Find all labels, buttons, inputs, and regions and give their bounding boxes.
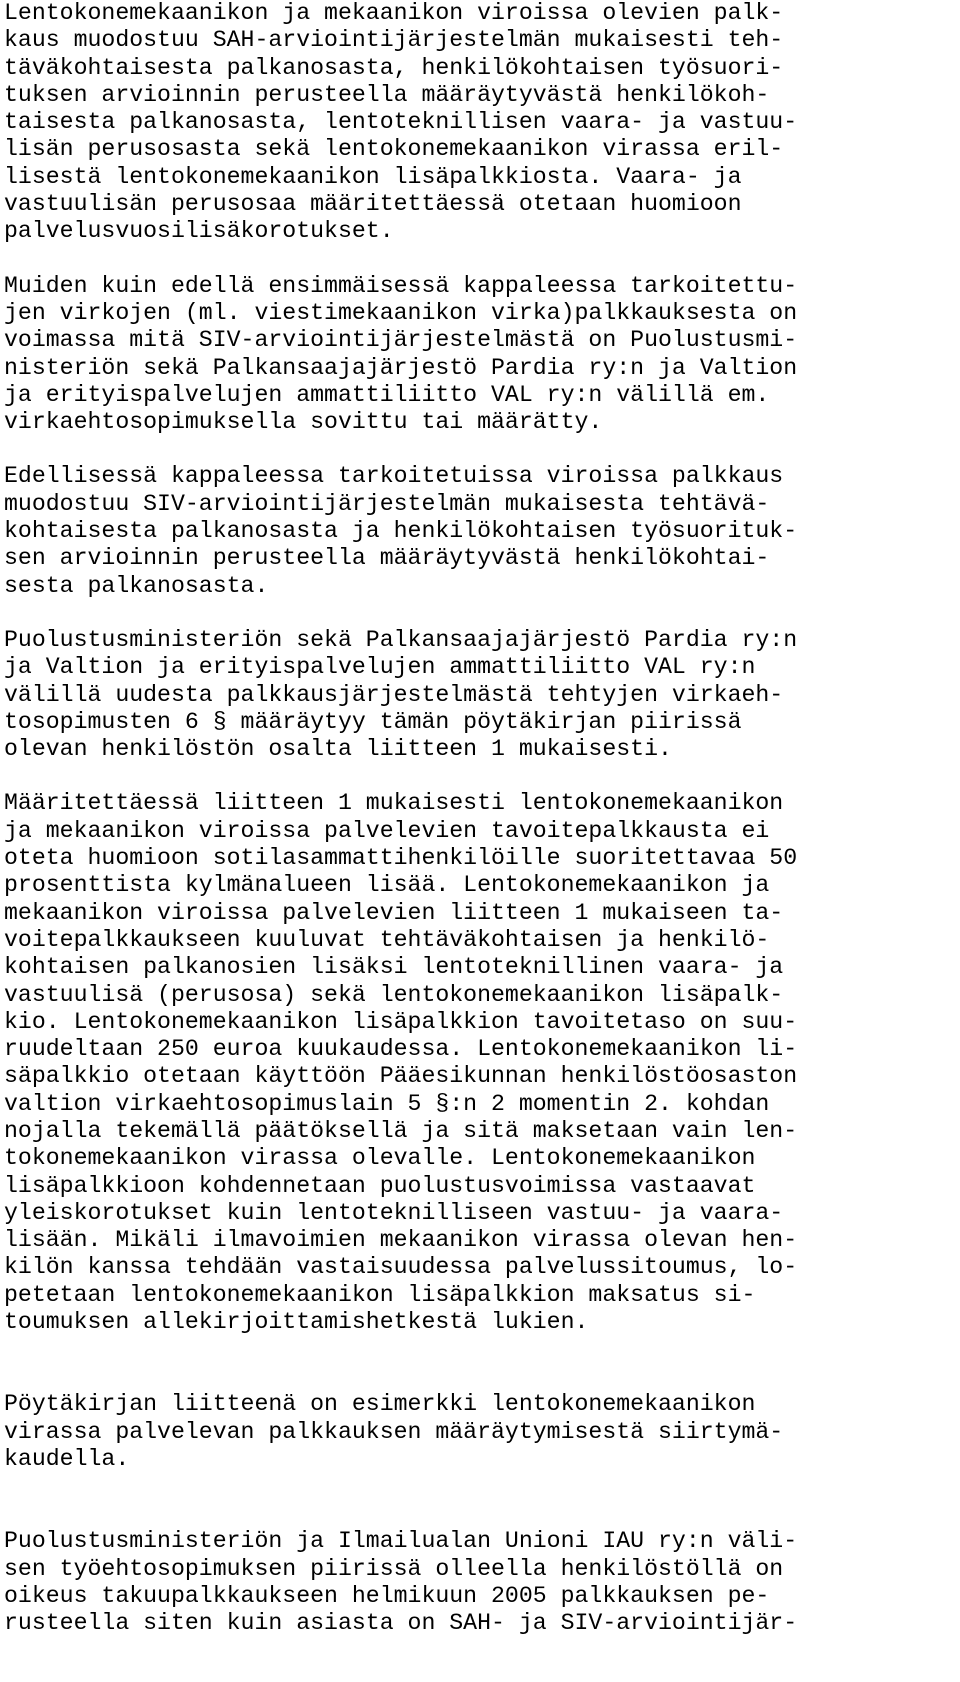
- paragraph-spacer: [4, 600, 954, 627]
- text-line: nisteriön sekä Palkansaajajärjestö Pardia ry:n ja Valtion: [4, 354, 798, 381]
- text-line: yleiskorotukset kuin lentoteknilliseen vastuu- ja vaara-: [4, 1199, 784, 1226]
- text-line: sen työehtosopimuksen piirissä olleella henkilöstöllä on: [4, 1555, 784, 1582]
- text-line: Muiden kuin edellä ensimmäisessä kappaleessa tarkoitettu-: [4, 272, 798, 299]
- text-line: kohtaisesta palkanosasta ja henkilökohtaisen työsuorituk-: [4, 518, 798, 545]
- text-line: ruudeltaan 250 euroa kuukaudessa. Lentokonemekaanikon li-: [4, 1036, 798, 1063]
- paragraph-spacer: [4, 763, 954, 790]
- text-line: virkaehtosopimuksella sovittu tai määrätty.: [4, 409, 603, 436]
- paragraph-mechanic-bonus: [4, 790, 954, 1336]
- paragraph-salary-composition: [4, 0, 954, 246]
- text-line: jen virkojen (ml. viestimekaanikon virka)palkkauksesta on: [4, 299, 798, 326]
- text-line: vastuulisän perusosaa määritettäessä otetaan huomioon: [4, 191, 742, 218]
- text-line: rusteella siten kuin asiasta on SAH- ja SIV-arviointijär-: [4, 1610, 798, 1637]
- text-line: Edellisessä kappaleessa tarkoitetuissa viroissa palkkaus: [4, 463, 784, 490]
- text-line: palvelusvuosilisäkorotukset.: [4, 218, 394, 245]
- text-line: kaus muodostuu SAH-arviointijärjestelmän mukaisesti teh-: [4, 27, 784, 54]
- text-line: kio. Lentokonemekaanikon lisäpalkkion tavoitetaso on suu-: [4, 1008, 798, 1035]
- text-line: virassa palvelevan palkkauksen määräytymisestä siirtymä-: [4, 1418, 784, 1445]
- text-line: tuksen arvioinnin perusteella määräytyvästä henkilökoh-: [4, 81, 770, 108]
- text-line: täväkohtaisesta palkanosasta, henkilökohtaisen työsuori-: [4, 54, 784, 81]
- text-line: voimassa mitä SIV-arviointijärjestelmästä on Puolustusmi-: [4, 327, 798, 354]
- text-line: olevan henkilöstön osalta liitteen 1 mukaisesti.: [4, 736, 672, 763]
- text-line: Määritettäessä liitteen 1 mukaisesti lentokonemekaanikon: [4, 790, 784, 817]
- paragraph-other-positions: [4, 273, 954, 437]
- text-line: mekaanikon viroissa palvelevien liitteen 1 mukaiseen ta-: [4, 899, 784, 926]
- text-line: oikeus takuupalkkaukseen helmikuun 2005 palkkauksen pe-: [4, 1582, 770, 1609]
- paragraph-spacer: [4, 246, 954, 273]
- text-line: Puolustusministeriön ja Ilmailualan Unioni IAU ry:n väli-: [4, 1528, 798, 1555]
- text-line: Pöytäkirjan liitteenä on esimerkki lentokonemekaanikon: [4, 1391, 756, 1418]
- text-line: muodostuu SIV-arviointijärjestelmän mukaisesta tehtävä-: [4, 490, 770, 517]
- text-line: ja Valtion ja erityispalvelujen ammattiliitto VAL ry:n: [4, 654, 756, 681]
- text-line: sesta palkanosasta.: [4, 572, 269, 599]
- text-line: säpalkkio otetaan käyttöön Pääesikunnan henkilöstöosaston: [4, 1063, 798, 1090]
- text-line: nojalla tekemällä päätöksellä ja sitä maksetaan vain len-: [4, 1117, 798, 1144]
- text-line: tokonemekaanikon virassa olevalle. Lentokonemekaanikon: [4, 1145, 756, 1172]
- text-line: taisesta palkanosasta, lentoteknillisen vaara- ja vastuu-: [4, 109, 798, 136]
- text-line: toumuksen allekirjoittamishetkestä lukien.: [4, 1309, 589, 1336]
- text-line: kohtaisen palkanosien lisäksi lentoteknillinen vaara- ja: [4, 954, 784, 981]
- text-line: lisään. Mikäli ilmavoimien mekaanikon virassa olevan hen-: [4, 1227, 798, 1254]
- text-line: vastuulisä (perusosa) sekä lentokonemekaanikon lisäpalk-: [4, 981, 784, 1008]
- text-line: lisän perusosasta sekä lentokonemekaanikon virassa eril-: [4, 136, 784, 163]
- paragraph-guaranteed-pay: [4, 1528, 954, 1637]
- paragraph-agreement-section-6: [4, 627, 954, 763]
- document-page: [4, 0, 954, 1637]
- text-line: ja erityispalvelujen ammattiliitto VAL ry:n välillä em.: [4, 381, 770, 408]
- text-line: kilön kanssa tehdään vastaisuudessa palvelussitoumus, lo-: [4, 1254, 798, 1281]
- paragraph-spacer: [4, 436, 954, 463]
- text-line: Puolustusministeriön sekä Palkansaajajärjestö Pardia ry:n: [4, 626, 798, 653]
- text-line: sen arvioinnin perusteella määräytyvästä henkilökohtai-: [4, 545, 770, 572]
- text-line: välillä uudesta palkkausjärjestelmästä tehtyjen virkaeh-: [4, 681, 784, 708]
- text-line: oteta huomioon sotilasammattihenkilöille suoritettavaa 50: [4, 845, 798, 872]
- text-line: lisäpalkkioon kohdennetaan puolustusvoimissa vastaavat: [4, 1172, 756, 1199]
- text-line: voitepalkkaukseen kuuluvat tehtäväkohtaisen ja henkilö-: [4, 926, 770, 953]
- text-line: kaudella.: [4, 1445, 130, 1472]
- paragraph-spacer: [4, 1473, 954, 1528]
- text-line: prosenttista kylmänalueen lisää. Lentokonemekaanikon ja: [4, 872, 770, 899]
- paragraph-siv-salary: [4, 463, 954, 599]
- text-line: ja mekaanikon viroissa palvelevien tavoitepalkkausta ei: [4, 817, 770, 844]
- text-line: petetaan lentokonemekaanikon lisäpalkkion maksatus si-: [4, 1281, 756, 1308]
- text-line: valtion virkaehtosopimuslain 5 §:n 2 momentin 2. kohdan: [4, 1090, 770, 1117]
- text-line: Lentokonemekaanikon ja mekaanikon viroissa olevien palk-: [4, 0, 784, 26]
- paragraph-spacer: [4, 1336, 954, 1391]
- paragraph-appendix-example: [4, 1391, 954, 1473]
- text-line: lisestä lentokonemekaanikon lisäpalkkiosta. Vaara- ja: [4, 163, 742, 190]
- text-line: tosopimusten 6 § määräytyy tämän pöytäkirjan piirissä: [4, 708, 742, 735]
